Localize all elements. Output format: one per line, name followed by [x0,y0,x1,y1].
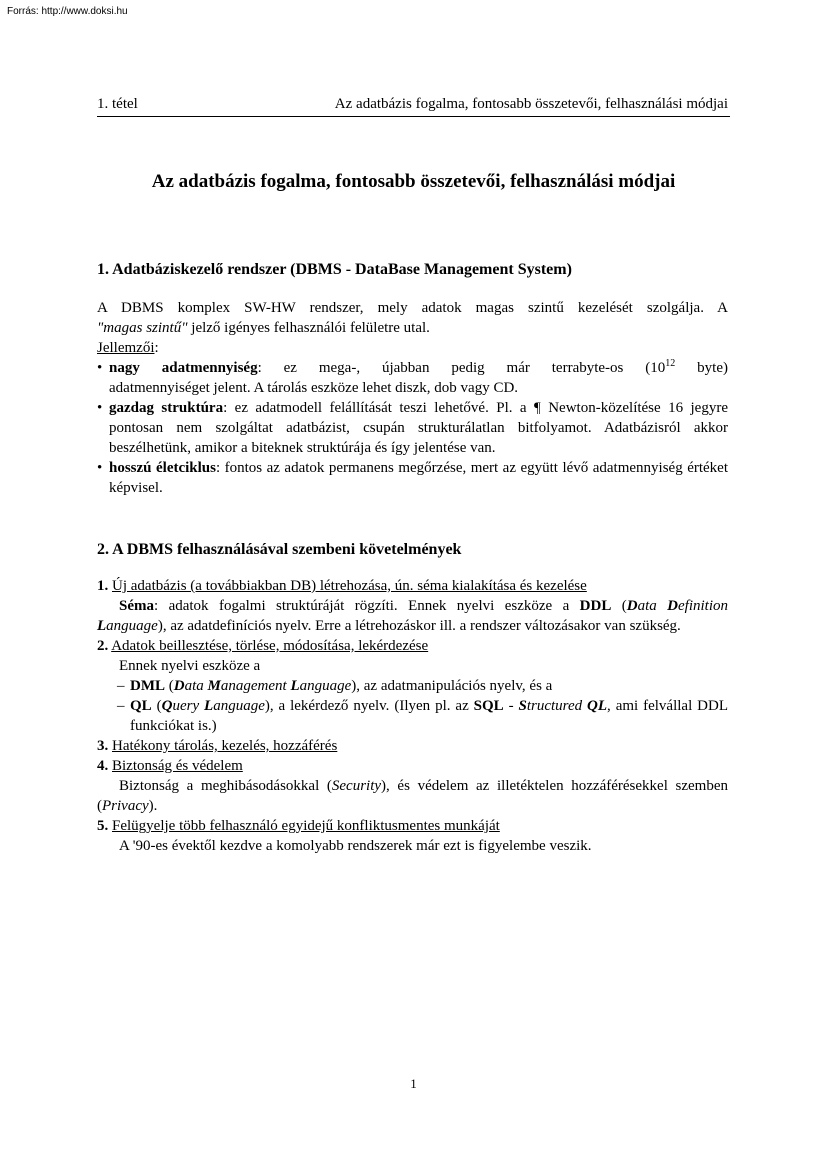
requirement-1-text: Séma: adatok fogalmi struktúráját rögzíti. Ennek nyelvi eszköze a DDL (Data Definition Language), az adatdefiníciós nyelv. Erre a létrehozáskor ill. a rendszer változásakor van szükség. [97,598,728,634]
header-title: Az adatbázis fogalma, fontosabb összetevői, felhasználási módjai [334,96,728,112]
requirement-4-title: 4. Biztonság és védelem [97,758,243,774]
section-2-heading: 2. A DBMS felhasználásával szembeni követelmények [97,541,462,558]
requirement-1-title: 1. Új adatbázis (a továbbiakban DB) létrehozása, ún. séma kialakítása és kezelése [97,578,587,594]
features-label: Jellemzői: [97,340,159,356]
requirement-5-title: 5. Felügyelje több felhasználó egyidejű konfliktusmentes munkáját [97,818,500,834]
section-1-heading: 1. Adatbáziskezelő rendszer (DBMS - DataBase Management System) [97,261,572,278]
header-chapter: 1. tétel [97,96,138,112]
section-1-body [97,298,728,498]
feature-item: • nagy adatmennyiség: ez mega-, újabban pedig már terrabyte-os ($10^{12}$ byte) adatmennyiséget jelent. A tárolás eszköze lehet diszk, dob vagy CD. [97,358,728,396]
requirement-5-text: A '90-es évektől kezdve a komolyabb rendszerek már ezt is figyelembe veszik. [119,838,592,854]
intro-paragraph: A DBMS komplex SW-HW rendszer, mely adatok magas szintű kezelését szolgálja. A "magas szintű" jelző igényes felhasználói felületre utal. [97,300,728,336]
page-number: 1 [410,1076,417,1091]
document-title: Az adatbázis fogalma, fontosabb összetevői, felhasználási módjai [151,171,676,192]
requirement-2-title: 2. Adatok beillesztése, törlése, módosítása, lekérdezése [97,638,429,654]
section-2-body [97,576,728,856]
dml-item: – DML (Data Management Language), az adatmanipulációs nyelv, és a [117,678,553,694]
bullet-icon: • [97,460,103,476]
bullet-icon: • [97,360,103,376]
requirement-3-title: 3. Hatékony tárolás, kezelés, hozzáférés [97,738,338,754]
feature-item: • hosszú életciklus: fontos az adatok permanens megőrzése, mert az együtt lévő adatmennyiség értéket képvisel. [97,460,728,496]
bullet-icon: • [97,400,103,416]
page-header [97,96,730,117]
requirement-4-text: Biztonság a meghibásodásokkal (Security), és védelem az illetéktelen hozzáférésekkel szemben (Privacy). [97,778,728,814]
source-url: Forrás: http://www.doksi.hu [7,6,128,17]
ql-item: – QL (Query Language), a lekérdező nyelv. (Ilyen pl. az SQL - Structured QL, ami felvállal DDL funkciókat is.) [117,698,728,734]
requirement-2-text: Ennek nyelvi eszköze a [119,658,261,674]
feature-item: • gazdag struktúra: ez adatmodell felállítását teszi lehetővé. Pl. a ¶ Newton-közelítése 16 jegyre pontosan nem szolgáltat adatbázist, csupán strukturálatlan bitfolyamot. Adatbázisról akkor beszélhetünk, amikor a biteknek struktúrája és így jelentése van. [97,400,728,456]
